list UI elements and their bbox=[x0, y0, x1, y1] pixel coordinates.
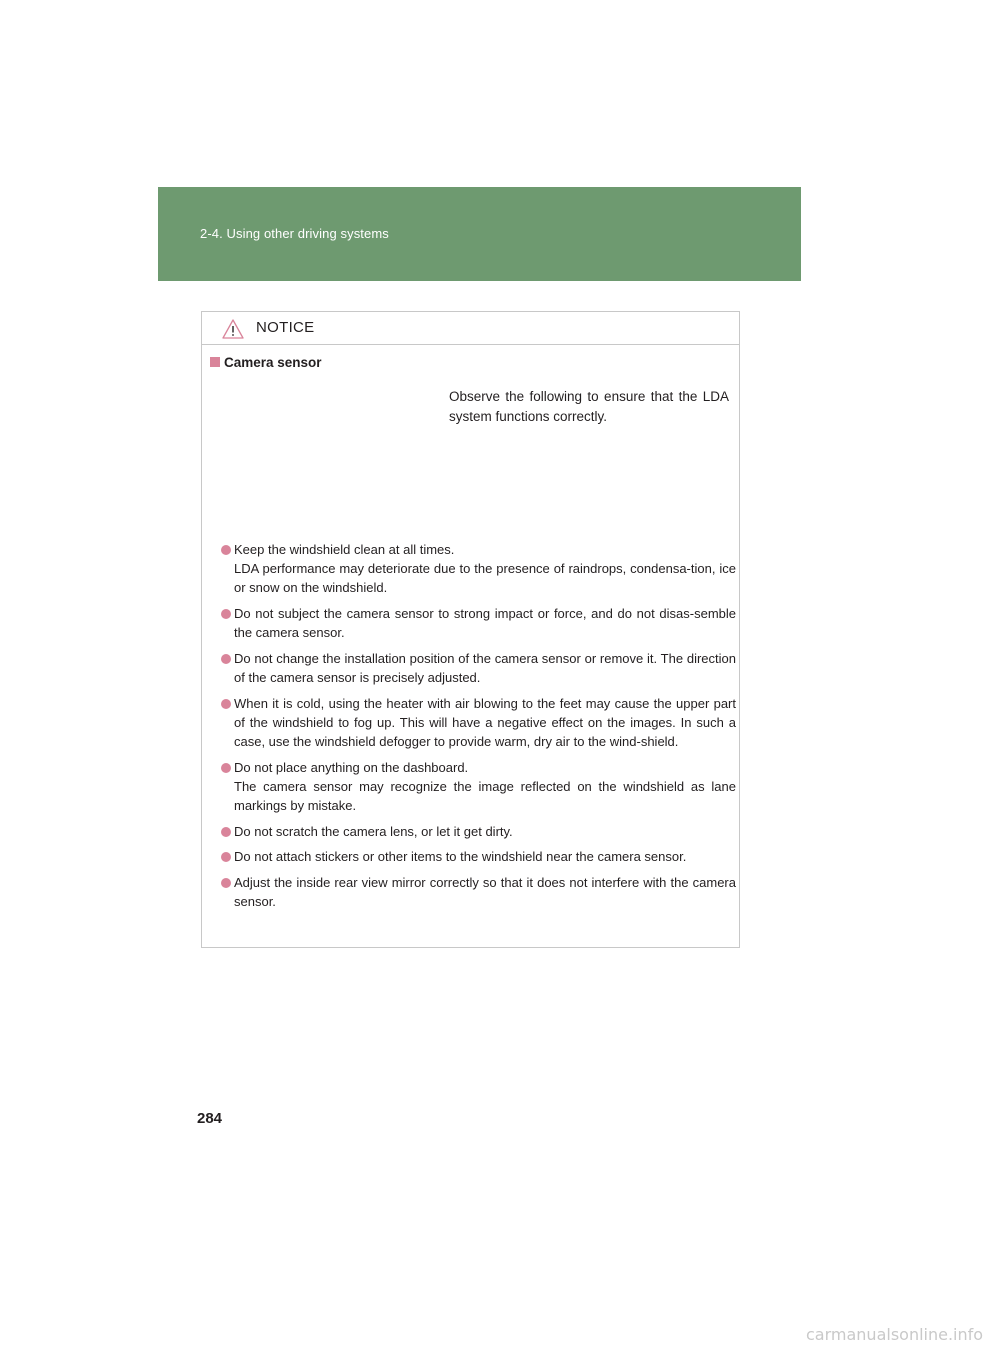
list-item bbox=[218, 873, 736, 911]
bullet-text: Do not scratch the camera lens, or let it get dirty. bbox=[234, 823, 513, 839]
list-item bbox=[218, 649, 736, 687]
bullet-dot-icon bbox=[221, 699, 231, 709]
bullet-text: Do not change the installation position of the camera sensor or remove it. The direction of the camera sensor is precisely adjusted. bbox=[234, 650, 736, 685]
section-header-band bbox=[158, 187, 801, 281]
list-item bbox=[218, 822, 736, 841]
watermark[interactable]: carmanualsonline.info bbox=[806, 1325, 983, 1344]
bullet-text: Do not subject the camera sensor to strong impact or force, and do not disas-semble the camera sensor. bbox=[234, 606, 736, 641]
section-title: 2-4. Using other driving systems bbox=[200, 226, 389, 241]
bullet-text: When it is cold, using the heater with air blowing to the feet may cause the upper part of the windshield to fog up. This will have a negative effect on the images. In such a case, use the windshield defogger to provide warm, dry air to the wind-shield. bbox=[234, 695, 736, 749]
notice-title: NOTICE bbox=[256, 319, 315, 336]
bullet-list bbox=[218, 540, 736, 918]
bullet-dot-icon bbox=[221, 852, 231, 862]
bullet-dot-icon bbox=[221, 545, 231, 555]
list-item bbox=[218, 604, 736, 642]
list-item bbox=[218, 758, 736, 816]
subsection-title: Camera sensor bbox=[224, 355, 322, 370]
bullet-dot-icon bbox=[221, 878, 231, 888]
list-item bbox=[218, 694, 736, 752]
bullet-dot-icon bbox=[221, 654, 231, 664]
notice-header bbox=[202, 312, 739, 345]
square-bullet-icon bbox=[210, 357, 220, 367]
bullet-text: Adjust the inside rear view mirror correctly so that it does not interfere with the camera sensor. bbox=[234, 874, 736, 909]
bullet-dot-icon bbox=[221, 609, 231, 619]
warning-triangle-icon bbox=[222, 319, 244, 339]
bullet-dot-icon bbox=[221, 827, 231, 837]
intro-text: Observe the following to ensure that the LDA system functions correctly. bbox=[449, 389, 729, 424]
bullet-dot-icon bbox=[221, 763, 231, 773]
camera-sensor-illustration bbox=[218, 384, 446, 534]
page-number: 284 bbox=[197, 1110, 223, 1127]
list-item bbox=[218, 847, 736, 866]
bullet-text: Keep the windshield clean at all times. LDA performance may deteriorate due to the presence of raindrops, condensa-tion, ice or snow on the windshield. bbox=[234, 542, 736, 596]
notice-box bbox=[201, 311, 740, 948]
subsection-heading bbox=[210, 355, 322, 370]
bullet-text: Do not place anything on the dashboard. The camera sensor may recognize the image reflected on the windshield as lane markings by mistake. bbox=[234, 759, 736, 813]
list-item bbox=[218, 540, 736, 598]
bullet-text: Do not attach stickers or other items to the windshield near the camera sensor. bbox=[234, 849, 687, 865]
